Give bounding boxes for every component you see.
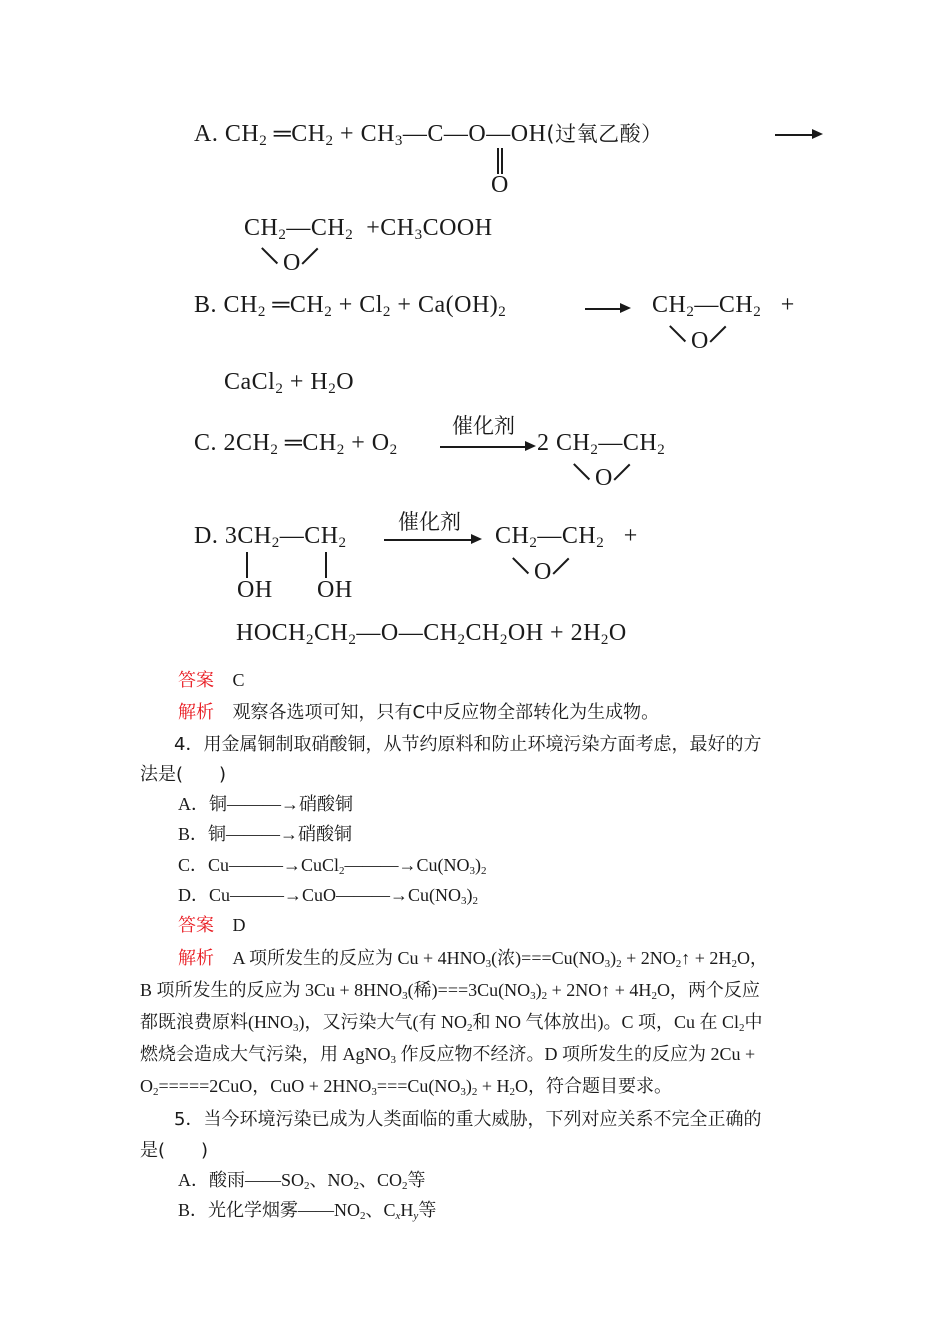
option-b-epoxide: $CH_2—CH_2$ + <box>652 292 795 320</box>
epoxide-bond-icon <box>512 557 529 574</box>
q3-analysis <box>178 698 659 724</box>
q5-option-a[interactable]: A．酸雨$——SO_2$、$NO_2$、$CO_2$等 <box>178 1170 426 1192</box>
single-bond-icon <box>325 552 327 578</box>
answer-value: D <box>232 915 246 935</box>
option-b-reactants: B. $CH_2$ $═CH_2 + Cl_2 + Ca(OH)_2$ <box>194 292 507 320</box>
option-d-byproducts: $HOCH_2CH_2—O—CH_2CH_2OH + 2H_2O$ <box>236 620 627 648</box>
q4-answer <box>178 911 246 937</box>
q4-stem-cont: 法是( ) <box>140 764 227 785</box>
epoxide-bond-icon <box>669 325 686 342</box>
double-bond-icon <box>497 148 499 174</box>
analysis-text: 观察各选项可知，只有C中反应物全部转化为生成物。 <box>232 702 660 723</box>
epoxide-bond-icon <box>301 248 318 265</box>
analysis-label: 解析 <box>178 702 214 723</box>
catalyst-label: 催化剂 <box>452 414 515 438</box>
epoxide-oxygen: O <box>595 465 613 491</box>
reaction-arrow-icon <box>384 539 474 541</box>
q4-option-b[interactable]: B．铜———→硝酸铜 <box>178 824 353 845</box>
epoxide-oxygen: O <box>691 328 709 354</box>
reaction-arrow-icon <box>775 134 815 136</box>
reaction-arrow-icon <box>440 446 528 448</box>
epoxide-bond-icon <box>573 463 590 480</box>
arrow-head-icon <box>471 534 482 544</box>
q4-option-c[interactable]: C．$Cu———\to CuCl_2———\to Cu(NO_3)_2$ <box>178 855 487 877</box>
option-d-reactant: D. $3CH_2—CH_2$ <box>194 523 347 551</box>
q4-option-d[interactable]: D．$Cu———\to CuO———\to Cu(NO_3)_2$ <box>178 885 479 907</box>
analysis-line: 解析 A 项所发生的反应为 $Cu + 4HNO_3$(浓)$===Cu(NO_3)_2$ + $2NO_2↑ + 2H_2O$， <box>178 948 768 970</box>
epoxide-bond-icon <box>552 558 569 575</box>
epoxide-bond-icon <box>709 326 726 343</box>
option-c-reactants: C. $2CH_2$ $═CH_2 + O_2$ <box>194 430 398 458</box>
epoxide-bond-icon <box>613 464 630 481</box>
arrow-head-icon <box>620 303 631 313</box>
option-a-equation: A. $CH_2$ $═CH_2$ + $CH_3—C—O—OH$(过氧乙酸） <box>194 121 663 149</box>
q4-option-a[interactable]: A．铜———→硝酸铜 <box>178 794 353 815</box>
analysis-line: 都既浪费原料$(HNO_3)$，又污染大气(有 $NO_2$和 NO 气体放出)。C 项，Cu 在 $Cl_2$中 <box>140 1012 763 1034</box>
option-c-product: 2 $CH_2—CH_2$ <box>537 430 666 458</box>
analysis-label: 解析 <box>178 948 214 969</box>
catalyst-label: 催化剂 <box>398 510 461 534</box>
option-b-byproducts: CaCl$_2$ + $H_2O$ <box>224 369 355 397</box>
epoxide-oxygen: O <box>283 250 301 276</box>
arrow-head-icon <box>812 129 823 139</box>
double-bond-icon <box>501 148 503 174</box>
arrow-head-icon <box>525 441 536 451</box>
q4-stem: 4．用金属铜制取硝酸铜，从节约原料和防止环境污染方面考虑，最好的方 <box>174 734 762 755</box>
answer-label: 答案 <box>178 915 214 936</box>
single-bond-icon <box>246 552 248 578</box>
answer-value: C <box>232 670 245 690</box>
analysis-line: B 项所发生的反应为 $3Cu + 8HNO_3$(稀)$===3Cu(NO_3)_2$ + 2NO↑ + $4H_2O$，两个反应 <box>140 980 760 1002</box>
q5-stem: 5．当今环境污染已成为人类面临的重大威胁，下列对应关系不完全正确的 <box>174 1109 762 1130</box>
q3-answer <box>178 666 245 692</box>
answer-label: 答案 <box>178 670 214 691</box>
epoxide-bond-icon <box>261 247 278 264</box>
carbonyl-oxygen: O <box>491 172 509 198</box>
analysis-line: 燃烧会造成大气污染，用 AgNO$_3$ 作反应物不经济。D 项所发生的反应为 2Cu + <box>140 1044 756 1066</box>
hydroxyl-right: OH <box>317 577 353 603</box>
hydroxyl-left: OH <box>237 577 273 603</box>
q5-stem-cont: 是( ) <box>140 1140 209 1161</box>
epoxide-oxygen: O <box>534 559 552 585</box>
option-a-products: $CH_2—CH_2$ $+CH_3COOH$ <box>244 215 493 243</box>
q5-option-b[interactable]: B．光化学烟雾$——NO_2$、$C_xH_y$等 <box>178 1200 437 1222</box>
reaction-arrow-icon <box>585 308 623 310</box>
option-d-epoxide: $CH_2—CH_2$ + <box>495 523 638 551</box>
analysis-line: $O_2=====2CuO$，CuO + $2HNO_3===Cu(NO_3)_2 + H_2O$，符合题目要求。 <box>140 1076 673 1098</box>
